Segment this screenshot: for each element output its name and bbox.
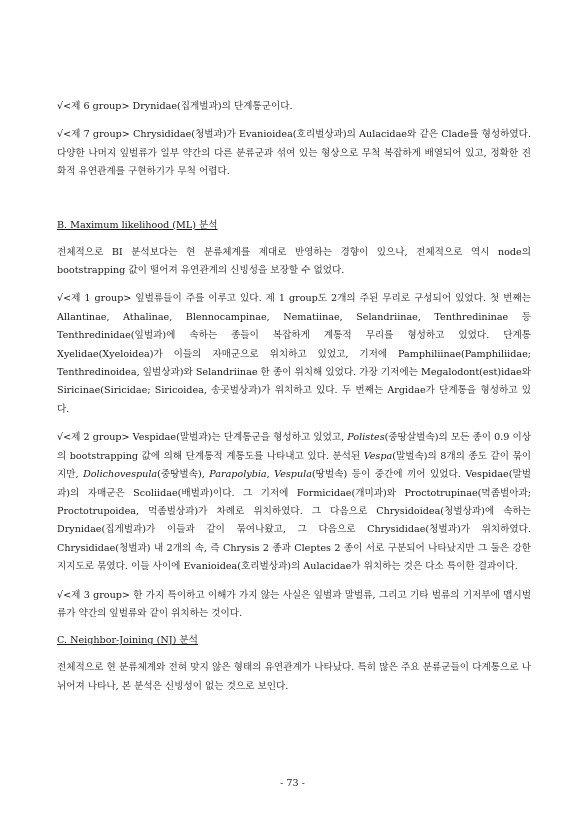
page-number: - 73 -: [280, 778, 305, 789]
paragraph-nj: 전체적으로 현 분류체계와 전혀 맞지 않은 형태의 유연관계가 나타났다. 특히 많은 주요 분류군들이 다계통으로 나뉘어져 나타나, 본 분석은 신빙성이 없는 것으로 보인다.: [57, 662, 531, 692]
section-heading-ml: B. Maximum likelihood (ML) 분석: [57, 219, 218, 231]
paragraph-ml-group-2: √<제 2 group> Vespidae(말벌과)는 단계통군을 형성하고 있었고, Polistes(중땅살벌속)의 모든 종이 0.9 이상의 bootstrapping 값에 의해 단계통적 계통도를 나타내고 있다. 분석된 Vespa(말벌속)의 8개의 종도 같이 묶이지만, Dolichovespula(중땅벌속), Parapolybia, Vespula(땅벌속) 등이 중간에 끼어 있었다. Vespidae(말벌과)의 자매군은 Scoliidae(배벌과)이다. 그 기저에 Formicidae(개미과)와 Proctotrupinae(먹좀벌아과; Proctotrupoidea, 먹좀벌상과)가 차례로 위치하였다. 그 다음으로 Chrysidoidea(청벌상과)에 속하는 Drynidae(집게벌과)가 이들과 같이 묶여나왔고, 그 다음으로 Chrysididae(청벌과)가 위치하였다. Chrysididae(청벌과) 내 2개의 속, 즉 Chrysis 2 종과 Cleptes 2 종이 서로 구분되어 나타났지만 그 둘은 강한 지지도로 묶였다. 이들 사이에 Evanioidea(호리벌상과)의 Aulacidae가 위치하는 것은 다소 특이한 결과이다.: [57, 432, 532, 573]
paragraph-group-7: √<제 7 group> Chrysididae(청벌과)가 Evanioidea(호리벌상과)의 Aulacidae와 같은 Clade를 형성하였다. 다양한 나머지 잎벌류가 일부 약간의 다른 분류군과 섞여 있는 형상으로 무척 복잡하게 배열되어 있고, 정확한 진화적 유연관계를 구현하기가 무척 어렵다.: [57, 129, 531, 178]
paragraph-ml-intro: 전체적으로 BI 분석보다는 현 분류체계를 제대로 반영하는 경향이 있으나, 전체적으로 역시 node의 bootstrapping 값이 떨어져 유연관계의 신빙성을 보장할 수 없었다.: [57, 246, 531, 277]
paragraph-group-6: √<제 6 group> Drynidae(집게벌과)의 단계통군이다.: [57, 101, 293, 112]
section-heading-nj: C. Neighbor-Joining (NJ) 분석: [57, 635, 198, 647]
paragraph-ml-group-1: √<제 1 group> 잎벌류들이 주를 이루고 있다. 제 1 group도 2개의 주된 무리로 구성되어 있었다. 첫 번째는 Allantinae, Athalinae, Blennocampinae, Nematiinae, Selandriinae, Tenthredininae 등 Tenthredinidae(잎벌과)에 속하는 종들이 복잡하게 계통적 무리를 형성하고 있었다. 단계통 Xyelidae(Xyeloidea)가 이들의 자매군으로 위치하고 있었고, 기저에 Pamphiliinae(Pamphiliidae; Tenthredinoidea, 잎벌상과)와 Selandriinae 한 종이 위치해 있었다. 가장 기저에는 Megalodont(est)idae와 Siricinae(Siricidae; Siricoidea, 송곳벌상과)가 위치하고 있다. 두 번째는 Argidae가 단계통을 형성하고 있다.: [57, 293, 531, 415]
document-body: [57, 98, 531, 696]
paragraph-ml-group-3: √<제 3 group> 한 가지 특이하고 이해가 가지 않는 사실은 잎벌과 말벌류, 그리고 기타 벌류의 기저부에 맵시벌류가 약간의 잎벌류와 같이 위치하는 것이다.: [57, 589, 531, 619]
